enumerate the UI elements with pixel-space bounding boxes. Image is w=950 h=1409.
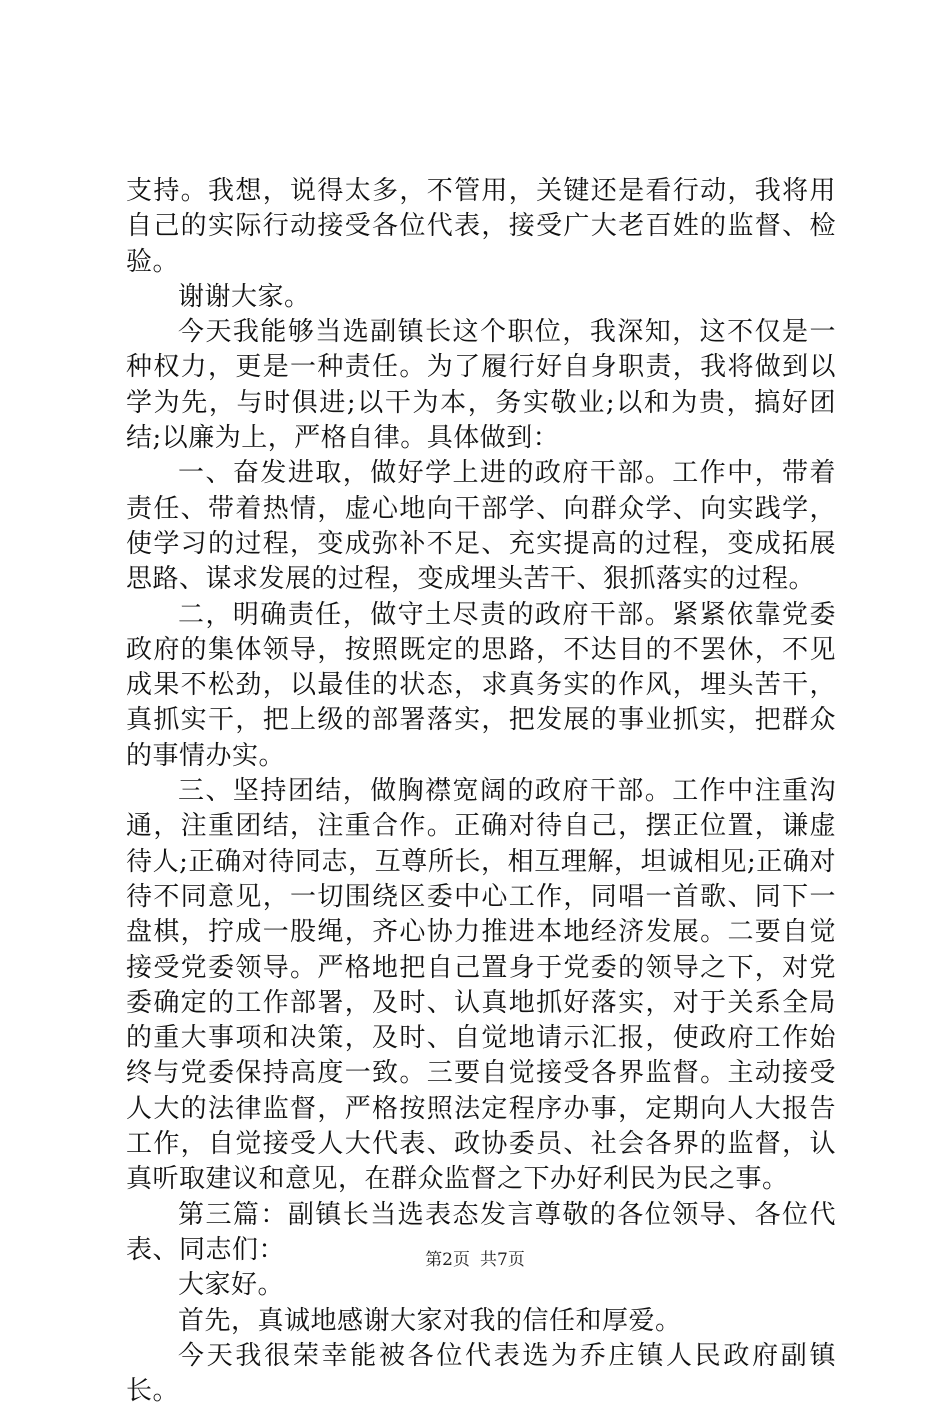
page-number: 第2页 — [425, 1250, 470, 1270]
paragraph-greeting: 大家好。 — [178, 1270, 285, 1301]
page-footer — [0, 1245, 950, 1270]
document-body — [126, 174, 836, 1409]
paragraph-point-three: 三、坚持团结，做胸襟宽阔的政府干部。工作中注重沟通，注重团结，注重合作。正确对待自己，摆正位置，谦虚待人;正确对待同志，互尊所长，相互理解，坦诚相见;正确对待不同意见，一切围绕区委中心工作，同唱一首歌、同下一盘棋，拧成一股绳，齐心协力推进本地经济发展。二要自觉接受党委领导。严格地把自己置身于党委的领导之下，对党委确定的工作部署，及时、认真地抓好落实，对于关系全局的重大事项和决策，及时、自觉地请示汇报，使政府工作始终与党委保持高度一致。三要自觉接受各界监督。主动接受人大的法律监督，严格按照法定程序办事，定期向人大报告工作，自觉接受人大代表、政协委员、社会各界的监督，认真听取建议和意见，在群众监督之下办好利民为民之事。 — [126, 776, 836, 1195]
paragraph-continuation: 支持。我想，说得太多，不管用，关键还是看行动，我将用自己的实际行动接受各位代表，接受广大老百姓的监督、检验。 — [126, 176, 836, 277]
paragraph-thanks: 谢谢大家。 — [178, 281, 311, 312]
paragraph-point-one: 一、奋发进取，做好学上进的政府干部。工作中，带着责任、带着热情，虚心地向干部学、向群众学、向实践学，使学习的过程，变成弥补不足、充实提高的过程，变成拓展思路、谋求发展的过程，变成埋头苦干、狠抓落实的过程。 — [126, 458, 836, 595]
paragraph-point-two: 二，明确责任，做守土尽责的政府干部。紧紧依靠党委政府的集体领导，按照既定的思路，不达目的不罢休，不见成果不松劲，以最佳的状态，求真务实的作风，埋头苦干，真抓实干，把上级的部署落实，把发展的事业抓实，把群众的事情办实。 — [126, 599, 836, 771]
paragraph-section-title: 第三篇：副镇长当选表态发言尊敬的各位领导、各位代表、同志们： — [126, 1199, 836, 1265]
paragraph-honor: 今天我很荣幸能被各位代表选为乔庄镇人民政府副镇长。 — [126, 1340, 836, 1407]
paragraph-gratitude: 首先，真诚地感谢大家对我的信任和厚爱。 — [178, 1305, 682, 1336]
page-total: 共7页 — [480, 1250, 525, 1270]
paragraph-intro: 今天我能够当选副镇长这个职位，我深知，这不仅是一种权力，更是一种责任。为了履行好自身职责，我将做到以学为先，与时俱进;以干为本，务实敬业;以和为贵，搞好团结;以廉为上，严格自律。具体做到： — [126, 317, 836, 454]
